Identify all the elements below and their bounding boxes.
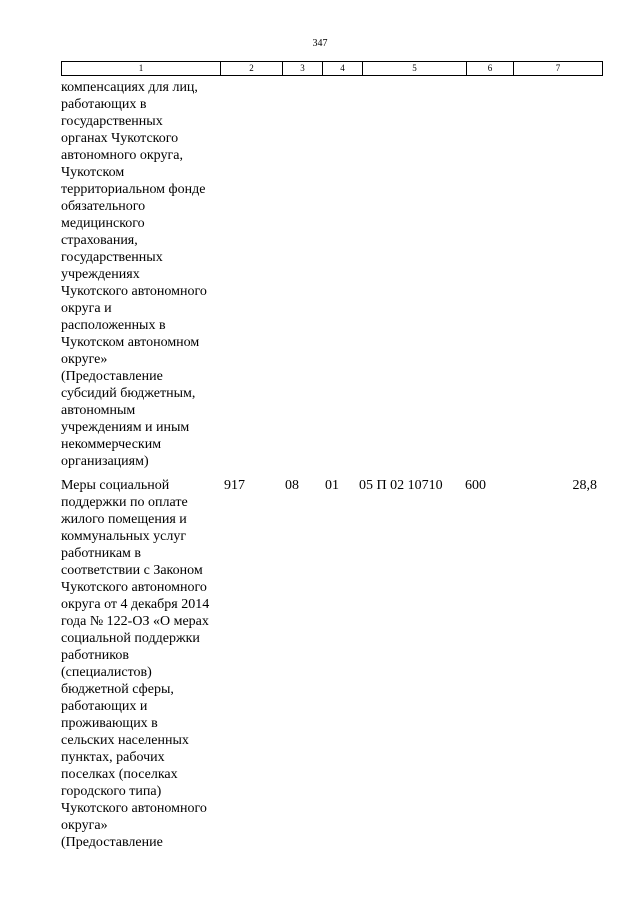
text-line: жилого помещения и	[61, 512, 187, 527]
text-line: бюджетной сферы,	[61, 682, 174, 697]
text-line: округе»	[61, 352, 108, 367]
header-col-7: 7	[514, 62, 603, 76]
text-line: пунктах, рабочих	[61, 750, 165, 765]
continued-row-name	[61, 79, 226, 470]
header-row	[62, 62, 603, 76]
text-line: работникам в	[61, 546, 142, 561]
text-line: работающих и	[61, 699, 148, 714]
text-line: соответствии с Законом	[61, 563, 203, 578]
text-line: работающих в	[61, 97, 147, 112]
subsection-code: 01	[325, 478, 339, 493]
text-line: года № 122-ОЗ «О мерах	[61, 614, 209, 629]
text-line: округа и	[61, 301, 112, 316]
header-col-2: 2	[221, 62, 283, 76]
text-line: (Предоставление	[61, 369, 163, 384]
ministry-code: 917	[224, 478, 245, 493]
amount: 28,8	[572, 478, 597, 493]
target-article-code: 05 П 02 10710	[359, 478, 443, 493]
text-line: расположенных в	[61, 318, 166, 333]
text-line: социальной поддержки	[61, 631, 200, 646]
text-line: учреждениях	[61, 267, 140, 282]
text-line: округа от 4 декабря 2014	[61, 597, 210, 612]
text-line: Чукотского автономного	[61, 801, 207, 816]
text-line: сельских населенных	[61, 733, 189, 748]
text-line: Чукотского автономного	[61, 580, 207, 595]
text-line: государственных	[61, 250, 163, 265]
text-line: автономного округа,	[61, 148, 183, 163]
text-line: компенсациях для лиц,	[61, 80, 198, 95]
table-row	[0, 477, 640, 877]
header-col-3: 3	[283, 62, 323, 76]
header-col-1: 1	[62, 62, 221, 76]
text-line: поселках (поселках	[61, 767, 178, 782]
text-line: округа»	[61, 818, 108, 833]
text-line: организациям)	[61, 454, 149, 469]
text-line: государственных	[61, 114, 163, 129]
text-line: территориальном фонде	[61, 182, 206, 197]
text-line: поддержки по оплате	[61, 495, 188, 510]
text-line: городского типа)	[61, 784, 162, 799]
text-line: (специалистов)	[61, 665, 152, 680]
text-line: (Предоставление	[61, 835, 163, 850]
row-name	[61, 477, 226, 851]
text-line: Чукотском	[61, 165, 125, 180]
text-line: обязательного	[61, 199, 146, 214]
header-col-6: 6	[467, 62, 514, 76]
text-line: работников	[61, 648, 129, 663]
text-line: учреждениям и иным	[61, 420, 190, 435]
text-line: коммунальных услуг	[61, 529, 187, 544]
text-line: Чукотском автономном	[61, 335, 200, 350]
text-line: страхования,	[61, 233, 138, 248]
page-number: 347	[312, 38, 328, 49]
header-col-4: 4	[323, 62, 363, 76]
text-line: медицинского	[61, 216, 145, 231]
text-line: Меры социальной	[61, 478, 170, 493]
column-number-header	[61, 61, 603, 76]
text-line: органах Чукотского	[61, 131, 179, 146]
text-line: некоммерческим	[61, 437, 162, 452]
text-line: субсидий бюджетным,	[61, 386, 196, 401]
text-line: Чукотского автономного	[61, 284, 207, 299]
text-line: проживающих в	[61, 716, 158, 731]
header-col-5: 5	[363, 62, 467, 76]
expense-type-code: 600	[465, 478, 486, 493]
section-code: 08	[285, 478, 299, 493]
text-line: автономным	[61, 403, 136, 418]
